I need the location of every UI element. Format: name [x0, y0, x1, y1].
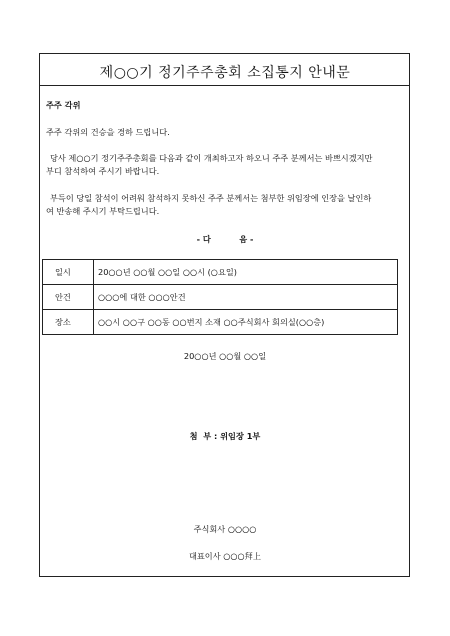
- attachment-note: 첨 부 : 위임장 1부: [189, 431, 261, 441]
- paragraph2-line1: 부득이 당일 참석이 어려워 참석하지 못하신 주주 분께서는 첨부한 위임장에 인장을 날인하: [50, 193, 372, 203]
- paragraph2-line2: 여 반송해 주시기 부탁드립니다.: [46, 206, 160, 216]
- detail-label-location: 장소: [43, 310, 94, 335]
- document-title: 제○○기 정기주주총회 소집통지 안내문: [99, 65, 351, 81]
- salutation: 주주 각위: [46, 100, 81, 110]
- notice-date: 20○○년 ○○월 ○○일: [183, 351, 267, 361]
- table-row: [43, 285, 398, 310]
- table-row: [43, 310, 398, 335]
- company-name: 주식회사 ○○○○: [193, 524, 257, 534]
- detail-label-datetime: 일시: [43, 260, 94, 285]
- title-divider: [39, 85, 410, 86]
- paragraph1-line1: 당사 제○○기 정기주주총회를 다음과 같이 개최하고자 하오니 주주 분께서는 바쁘시겠지만: [50, 153, 373, 163]
- greeting: 주주 각위의 건승을 경하 드립니다.: [46, 127, 170, 137]
- detail-value-agenda: ○○○에 대한 ○○○안건: [94, 285, 398, 310]
- meeting-details-table: [42, 259, 398, 335]
- detail-label-agenda: 안건: [43, 285, 94, 310]
- representative-signature: 대표이사 ○○○拜上: [188, 551, 262, 561]
- detail-value-location: ○○시 ○○구 ○○동 ○○번지 소재 ○○주식회사 회의실(○○층): [94, 310, 398, 335]
- section-heading: - 다 음 -: [196, 234, 254, 244]
- table-row: [43, 260, 398, 285]
- detail-value-datetime: 20○○년 ○○월 ○○일 ○○시 (○요일): [94, 260, 398, 285]
- paragraph1-line2: 부디 참석하여 주시기 바랍니다.: [46, 166, 160, 176]
